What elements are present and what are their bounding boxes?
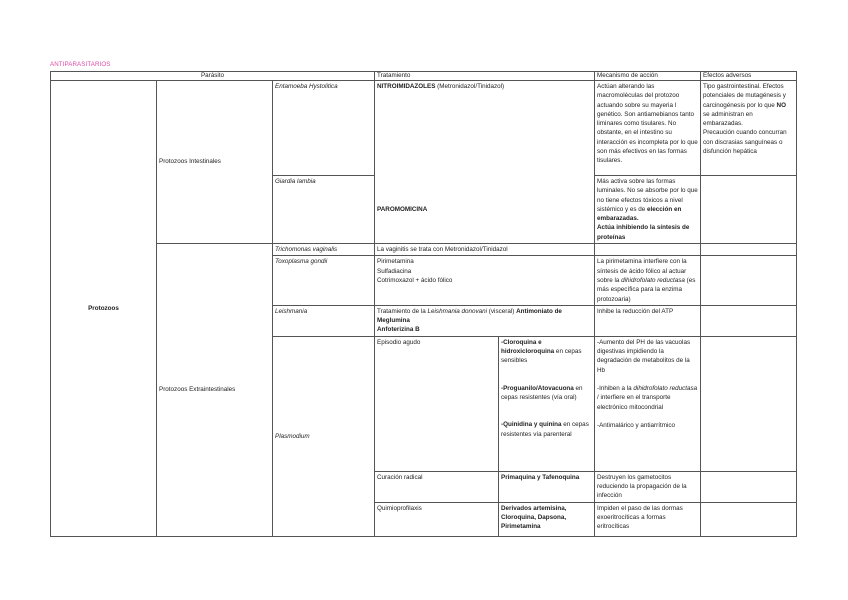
drug-quinidina [501,420,592,439]
effects-plasmodium-profilaxis [701,502,797,536]
mechanism-giardia-bold-1: elección en embarazadas. [597,205,682,223]
plasmodium-agudo-label: Episodio agudo [375,336,499,471]
header-efectos: Efectos adversos [701,72,797,81]
drug-proguanilo-note: en cepas resistentes (vía oral) [501,384,583,401]
plasmodium-profilaxis-drug: Derivados artemisina, Cloroquina, Dapsona, Pirimetamina [499,502,595,536]
effects-toxoplasma [701,256,797,305]
table-row [51,81,797,176]
parasite-trichomonas: Trichomonas vaginalis [273,244,375,256]
treatment-leishmania-species: Leishmania donovani [427,307,488,315]
drug-cloroquina [501,338,592,366]
drug-cloroquina-name: -Cloroquina e hidroxicloroquina [501,338,555,356]
mechanism-proguanilo-enzyme: dihidrofolato reductasa [633,384,698,392]
mechanism-giardia [595,176,701,244]
group-protozoos: Protozoos [51,81,157,537]
treatment-nitroimidazoles [375,81,595,176]
plasmodium-profilaxis-label: Quimioprofilaxis [375,502,499,536]
mechanism-giardia-text: Más activa sobre las formas luminales. No se absorbe por lo que no tiene efectos tóxicos a nivel sistémico y es de [597,178,698,213]
mechanism-proguanilo-1: -Inhiben a la [597,384,634,392]
mechanism-proguanilo [597,384,698,412]
mechanism-giardia-bold-2: Actúa inhibiendo la síntesis de proteínas [597,224,690,241]
plasmodium-radical-drug: Primaquina y Tafenoquina [499,471,595,502]
mechanism-trichomonas [595,244,701,256]
header-mecanismo: Mecanismo de acción [595,72,701,81]
drug-antimoniato: Antimoniato de Meglumina [377,307,562,325]
drug-quinidina-name: -Quinidina y quinina [501,421,562,429]
effects-plasmodium-radical [701,471,797,502]
effects-plasmodium-agudo [701,336,797,471]
treatment-trichomonas: La vaginitis se trata con Metronidazol/Tinidazol [375,244,595,256]
drug-quinidina-note: en cepas resistentes vía parenteral [501,421,589,438]
plasmodium-radical-mechanism: Destruyen los gametocitos reduciendo la propagación de la infección [595,471,701,502]
parasite-entamoeba: Entamoeba Hystolitica [273,81,375,176]
mechanism-toxoplasma-2: (es más específica para la enzima protozoaria) [597,276,696,303]
mechanism-toxoplasma-1: La pirimetamina interfiere con la síntesis de ácido fólico al actuar sobre la [597,258,687,284]
header-row [51,72,797,81]
effects-text-1: Tipo gastrointestinal. Efectos potenciales de mutagénesis y carcinogénesis por lo que [703,83,786,109]
drug-nitroimidazoles-detail: (Metronidazol/Tinidazol) [435,83,505,90]
drug-cloroquina-note: en cepas sensibles [501,348,582,365]
plasmodium-agudo-mechanism [595,336,701,471]
treatment-paromomicina [375,176,595,244]
mechanism-quinidina: -Antimalárico y antiarrítmico [597,421,676,429]
treatment-leishmania-1: Tratamiento de la [377,307,428,315]
mechanism-leishmania: Inhibe la reducción del ATP [595,305,701,336]
header-parasito: Parásito [51,72,375,81]
plasmodium-profilaxis-mechanism: Impiden el paso de las dormas exoeritrocíticas a formas eritrocíticas [595,502,701,536]
drug-pirimetamina: Pirimetamina [377,258,414,266]
plasmodium-radical-label: Curación radical [375,471,499,502]
treatment-toxoplasma [375,256,595,305]
mechanism-toxoplasma-enzyme: dihidrofolato reductasa [621,276,685,284]
mechanism-proguanilo-2: / interfiere en el transporte electrónico mitocondrial [597,394,671,411]
drug-sulfadiacina: Sulfadiacina [377,267,412,275]
mechanism-cloroquina: -Aumento del PH de las vacuolas digestivas impidiendo la degradación de metabolitos de la Hb [597,338,691,374]
drug-proguanilo-name: -Proguanilo/Atovacuona [501,384,574,392]
header-tratamiento: Tratamiento [375,72,595,81]
effects-trichomonas [701,244,797,256]
effects-text-2: se administran en embarazadas. [703,110,753,128]
plasmodium-agudo-drugs [499,336,595,471]
document-title: ANTIPARASITARIOS [50,61,111,68]
drug-proguanilo [501,384,592,403]
table-row [51,244,797,256]
subgroup-extraintestinales: Protozoos Extraintestinales [157,244,273,537]
drug-nitroimidazoles: NITROIMIDAZOLES [377,83,436,90]
mechanism-toxoplasma [595,256,701,305]
parasite-toxoplasma: Toxoplasma gondii [273,256,375,305]
subgroup-intestinales: Protozoos Intestinales [157,81,273,244]
effects-no: NO [776,101,786,109]
mechanism-entamoeba: Actúan alterando las macromoléculas del protozoo actuando sobre su mayeria l genético. Son antiamebianos tanto liminares como tisulares. No obstante, en el intestino su interacción es incompleta por lo que son más efectivos en las formas tisulares. [595,81,701,176]
treatment-leishmania-2: (visceral) [487,307,517,315]
parasite-giardia: Giardia lambia [273,176,375,244]
antiparasitic-table [50,71,797,537]
effects-giardia [701,176,797,244]
effects-text-3: Precaución cuando concurran con discrasias sanguíneas o disfunción hepática [703,129,787,156]
drug-anfoterizina: Anfoterizina B [377,326,420,334]
effects-entamoeba [701,81,797,176]
drug-cotrimoxazol: Cotrimoxazol + ácido fólico [377,276,453,284]
parasite-plasmodium: Plasmodium [273,336,375,536]
effects-leishmania [701,305,797,336]
treatment-leishmania [375,305,595,336]
parasite-leishmania: Leishmania [273,305,375,336]
drug-paromomicina: PAROMOMICINA [377,205,428,213]
